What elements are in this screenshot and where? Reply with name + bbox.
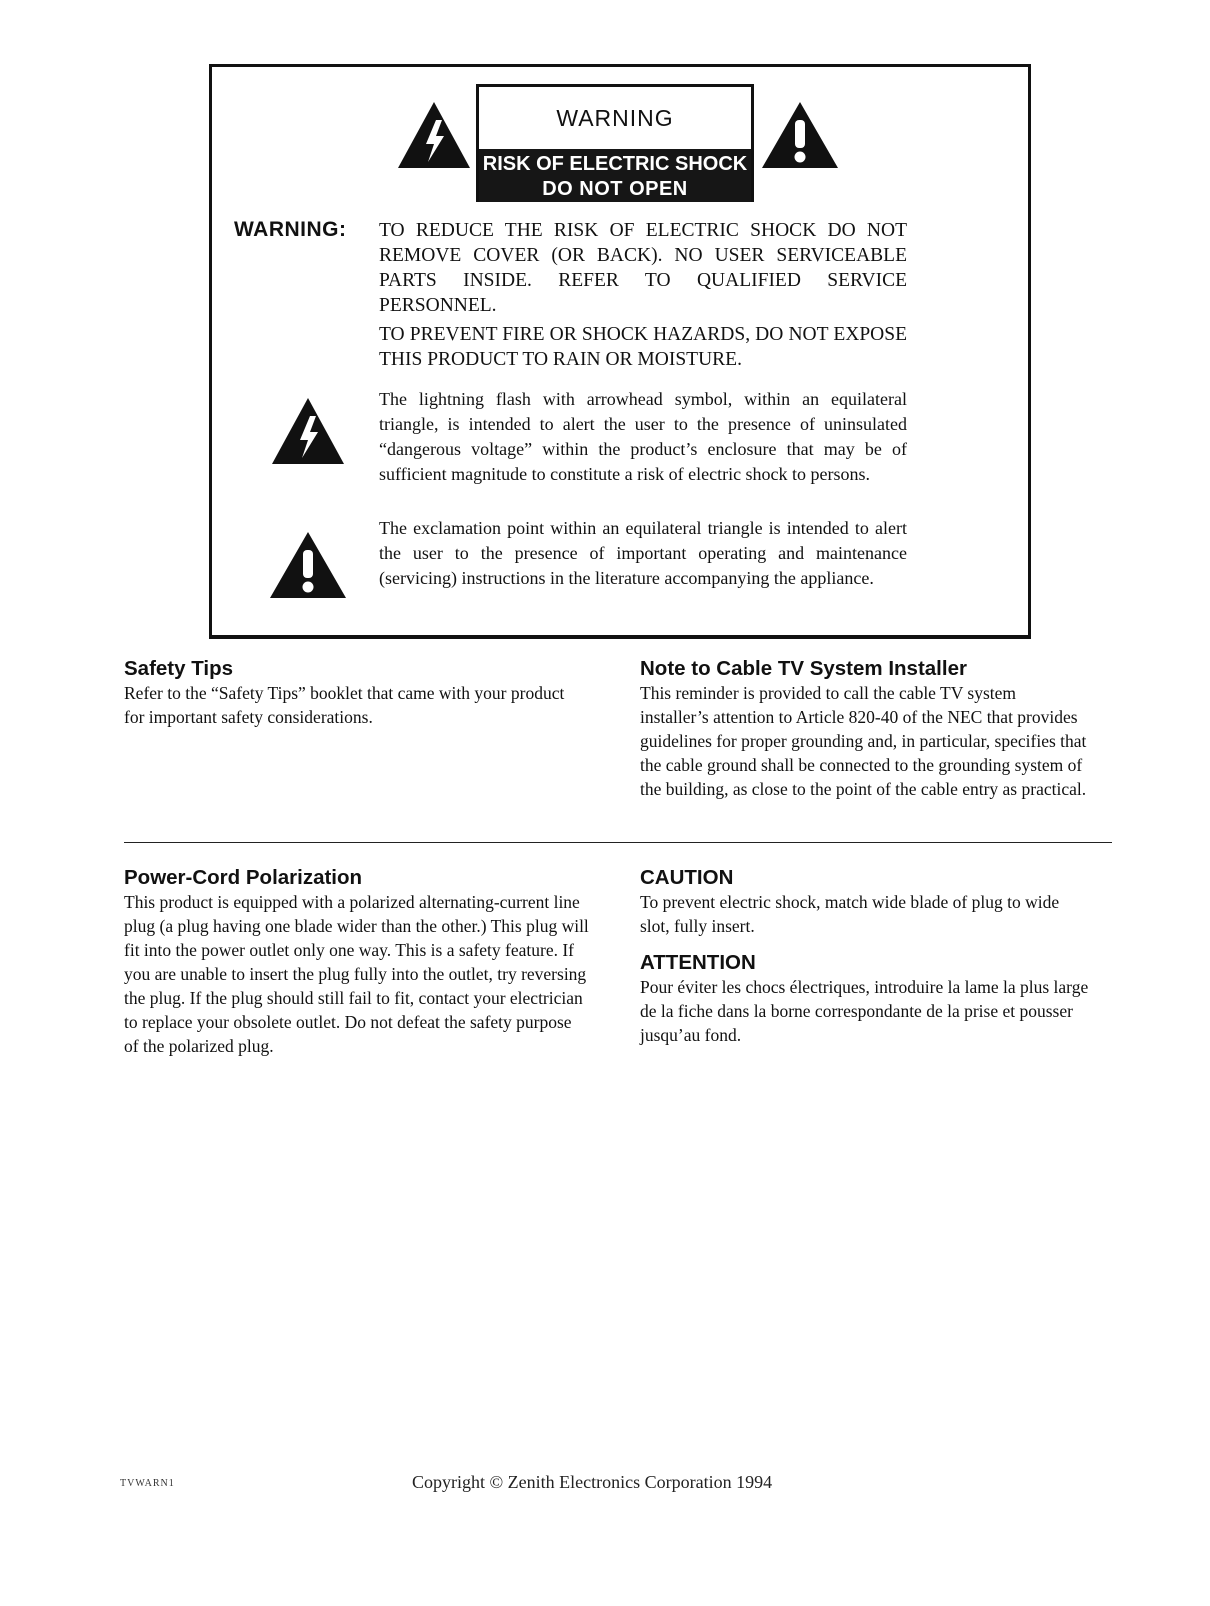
caution-section xyxy=(640,866,1110,938)
section-divider xyxy=(124,842,1112,843)
document-code: TVWARN1 xyxy=(120,1478,175,1489)
cable-note-section xyxy=(640,657,1110,801)
lightning-icon xyxy=(396,100,472,170)
caution-title: CAUTION xyxy=(640,866,734,889)
attention-text: Pour éviter les chocs électriques, introduire la lame la plus large de la fiche dans la borne correspondante de la prise et pousser jusqu’au fond. xyxy=(640,977,1089,1045)
cable-note-title: Note to Cable TV System Installer xyxy=(640,657,967,680)
caution-text: To prevent electric shock, match wide blade of plug to wide slot, fully insert. xyxy=(640,892,1060,936)
warning-label xyxy=(476,84,754,202)
exclamation-icon xyxy=(760,100,840,170)
attention-title: ATTENTION xyxy=(640,951,756,974)
exclamation-symbol-icon xyxy=(268,530,348,600)
cable-note-text: This reminder is provided to call the cable TV system installer’s attention to Article 820-40 of the NEC that provides guidelines for proper grounding and, in particular, specifies that the cable ground shall be connected to the grounding system of the building, as close to the point of the cable entry as practical. xyxy=(640,683,1087,799)
lightning-explanation: The lightning flash with arrowhead symbol, within an equilateral triangle, is intended to alert the user to the presence of uninsulated “dangerous voltage” within the product’s enclosure that may be of sufficient magnitude to constitute a risk of electric shock to persons. xyxy=(379,389,907,484)
polarization-title: Power-Cord Polarization xyxy=(124,866,363,889)
label-warning-text: WARNING xyxy=(556,105,674,131)
warning-paragraph-2: TO PREVENT FIRE OR SHOCK HAZARDS, DO NOT EXPOSE THIS PRODUCT TO RAIN OR MOISTURE. xyxy=(379,324,907,370)
warning-paragraph-1: TO REDUCE THE RISK OF ELECTRIC SHOCK DO NOT REMOVE COVER (OR BACK). NO USER SERVICEABLE PARTS INSIDE. REFER TO QUALIFIED SERVICE PERSONNEL. xyxy=(379,220,907,316)
copyright-notice: Copyright © Zenith Electronics Corporation 1994 xyxy=(412,1472,773,1492)
safety-tips-section xyxy=(124,657,594,729)
attention-section xyxy=(640,951,1110,1047)
polarization-text: This product is equipped with a polarized alternating-current line plug (a plug having one blade wider than the other.) This plug will fit into the power outlet only one way. This is a safety feature. If you are unable to insert the plug fully into the outlet, try reversing the plug. If the plug should still fail to fit, contact your electrician to replace your obsolete outlet. Do not defeat the safety purpose of the polarized plug. xyxy=(124,892,589,1056)
label-band xyxy=(479,149,751,202)
polarization-section xyxy=(124,866,594,1058)
label-do-not-open-text: DO NOT OPEN xyxy=(542,178,688,200)
safety-tips-text: Refer to the “Safety Tips” booklet that came with your product for important safety considerations. xyxy=(124,683,565,727)
warning-heading: WARNING: xyxy=(234,218,347,241)
exclamation-explanation: The exclamation point within an equilateral triangle is intended to alert the user to the presence of important operating and maintenance (servicing) instructions in the literature accompanying the appliance. xyxy=(379,518,907,588)
safety-tips-title: Safety Tips xyxy=(124,657,233,680)
lightning-symbol-icon xyxy=(270,396,346,466)
label-risk-text: RISK OF ELECTRIC SHOCK xyxy=(482,153,748,175)
